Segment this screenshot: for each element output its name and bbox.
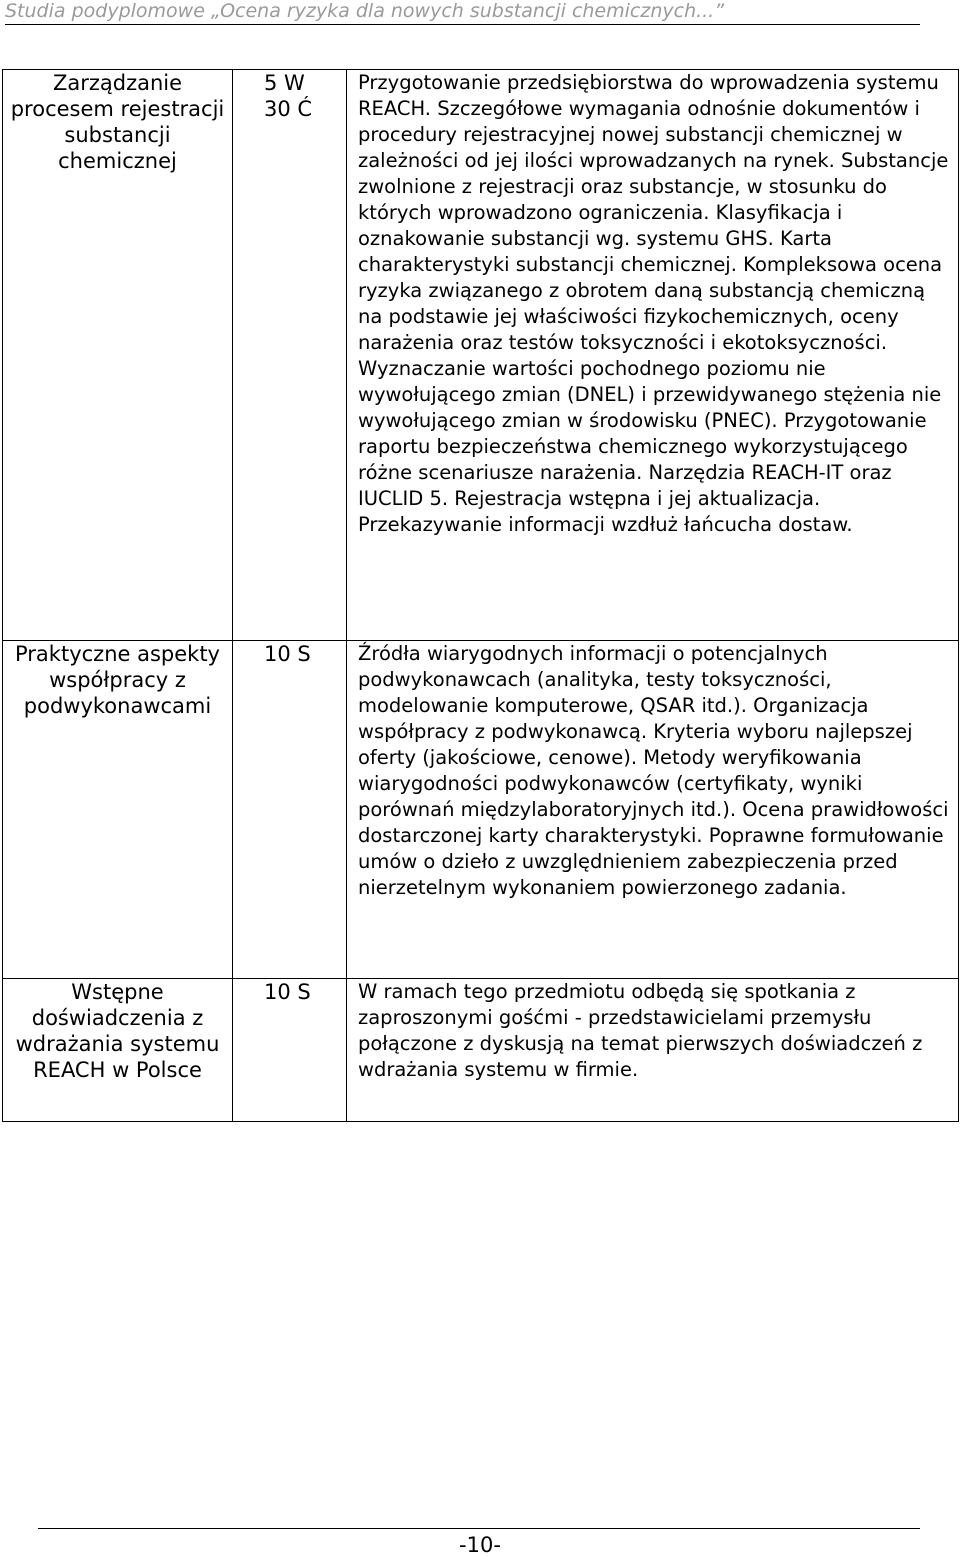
course-program-table: [2, 69, 959, 1122]
footer-rule: [38, 1528, 920, 1529]
topic-text: Zarządzanie procesem rejestracji substancji chemicznej: [10, 71, 225, 173]
description-cell: [347, 979, 959, 1122]
topic-cell: [3, 641, 233, 979]
page-number: -10-: [459, 1533, 501, 1557]
description-cell: [347, 70, 959, 641]
running-header: [5, 0, 920, 25]
description-text: Źródła wiarygodnych informacji o potencjalnych podwykonawcach (analityka, testy toksyczności, modelowanie komputerowe, QSAR itd.). Organizacja współpracy z podwykonawcą. Kryteria wyboru najlepszej oferty (jakościowe, cenowe). Metody weryfikowania wiarygodności podwykonawców (certyfikaty, wyniki porównań międzylaboratoryjnych itd.). Ocena prawidłowości dostarczonej karty charakterystyki. Poprawne formułowanie umów o dzieło z uwzględnieniem zabezpieczenia przed nierzetelnym wykonaniem powierzonego zadania.: [358, 642, 949, 899]
description-text: Przygotowanie przedsiębiorstwa do wprowadzenia systemu REACH. Szczegółowe wymagania odnośnie dokumentów i procedury rejestracyjnej nowej substancji chemicznej w zależności od jej ilości wprowadzanych na rynek. Substancje zwolnione z rejestracji oraz substancje, w stosunku do których wprowadzono ograniczenia. Klasyfikacja i oznakowanie substancji wg. systemu GHS. Karta charakterystyki substancji chemicznej. Kompleksowa ocena ryzyka związanego z obrotem daną substancją chemiczną na podstawie jej właściwości fizykochemicznych, oceny narażenia oraz testów toksyczności i ekotoksyczności. Wyznaczanie wartości pochodnego poziomu nie wywołującego zmian (DNEL) i przewidywanego stężenia nie wywołującego zmian w środowisku (PNEC). Przygotowanie raportu bezpieczeństwa chemicznego wykorzystującego różne scenariusze narażenia. Narzędzia REACH-IT oraz IUCLID 5. Rejestracja wstępna i jej aktualizacja. Przekazywanie informacji wzdłuż łańcucha dostaw.: [358, 71, 949, 536]
topic-text: Praktyczne aspekty współpracy z podwykonawcami: [15, 642, 220, 718]
topic-cell: [3, 70, 233, 641]
table-row: [3, 979, 959, 1122]
description-cell: [347, 641, 959, 979]
table-row: [3, 70, 959, 641]
topic-text: Wstępne doświadczenia z wdrażania systemu REACH w Polsce: [15, 980, 220, 1082]
running-title: Studia podyplomowe „Ocena ryzyka dla nowych substancji chemicznych...”: [5, 0, 725, 22]
table-row: [3, 641, 959, 979]
description-text: W ramach tego przedmiotu odbędą się spotkania z zaproszonymi gośćmi - przedstawicielami przemysłu połączone z dyskusją na temat pierwszych doświadczeń z wdrażania systemu w firmie.: [358, 980, 923, 1081]
hours-cell: 10 S: [233, 979, 347, 1122]
topic-cell: [3, 979, 233, 1122]
hours-cell: 10 S: [233, 641, 347, 979]
hours-cell: 5 W 30 Ć: [233, 70, 347, 641]
